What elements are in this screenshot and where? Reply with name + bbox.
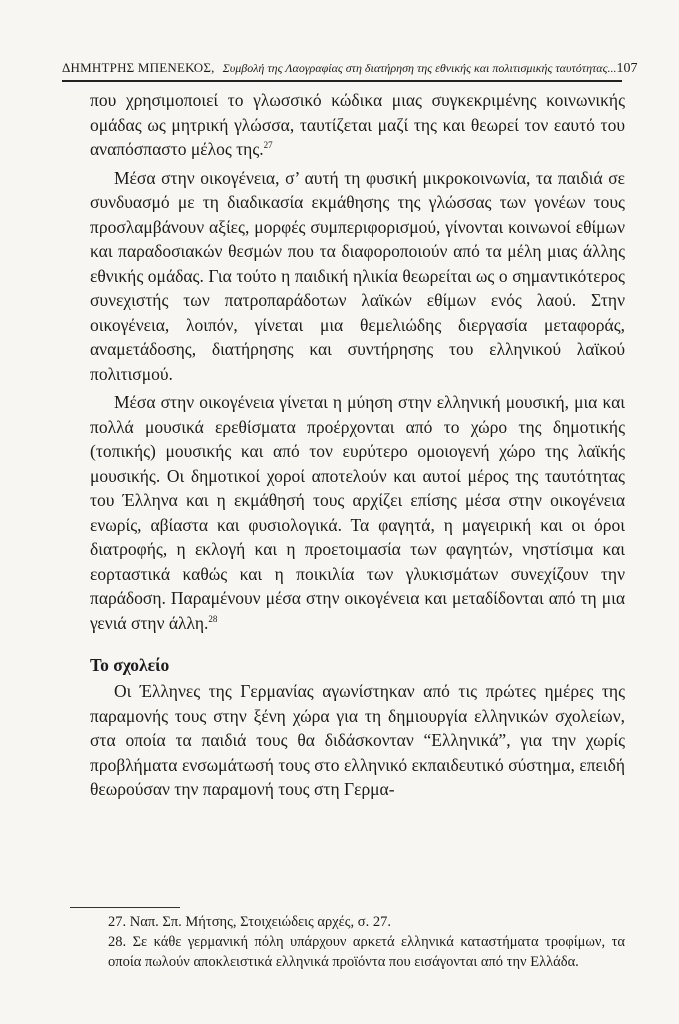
footnote-ref: 27 xyxy=(263,140,273,151)
paragraph: που χρησιμοποιεί το γλωσσικό κώδικα μιας συγκεκριμένης κοινωνικής ομάδας ως μητρική γλώσσα, ταυτίζεται μαζί της και θεωρεί τον εαυτό του αναπόσπαστο μέλος της.$^{27}$ xyxy=(90,90,625,159)
footnote-ref: 28 xyxy=(208,613,218,624)
footnote: 27. Ναπ. Σπ. Μήτσης, Στοιχειώδεις αρχές, σ. 27. xyxy=(108,914,391,930)
paragraph: Μέσα στην οικογένεια, σ’ αυτή τη φυσική μικροκοινωνία, τα παιδιά σε συνδυασμό με τη διαδικασία εκμάθησης της γλώσσας των γονέων τους προσλαμβάνουν αξίες, μορφές συμπεριφορισμού, γίνονται κοινωνοί εθίμων και παραδοσιακών θεσμών που τα διαφοροποιούν από τα μέλη μιας άλλης εθνικής ομάδας. Για τούτο η παιδική ηλικία θεωρείται ως ο σημαντικότερος συνεχιστής των πατροπαράδοτων λαϊκών εθίμων ενός λαού. Στην οικογένεια, λοιπόν, γίνεται μια θεμελιώδης διεργασία μεταφοράς, αναμετάδοσης, διατήρησης και συντήρησης του ελληνικού λαϊκού πολιτισμού. xyxy=(90,167,625,384)
section-heading: Το σχολείο xyxy=(90,655,170,675)
header-title: Συμβολή της Λαογραφίας στη διατήρηση της εθνικής και πολιτισμικής ταυτότητας... xyxy=(222,61,617,75)
paragraph: Οι Έλληνες της Γερμανίας αγωνίστηκαν από τις πρώτες ημέρες της παραμονής τους στην ξένη χώρα για τη δημιουργία ελληνικών σχολείων, στα οποία τα παιδιά τους θα διδάσκονταν “Ελληνικά”, για την χωρίς προβλήματα ενσωμάτωσή τους στο ελληνικό εκπαιδευτικό σύστημα, επειδή θεωρούσαν την παραμονή τους στη Γερμα- xyxy=(90,681,625,799)
footnotes xyxy=(108,912,625,972)
body-text xyxy=(90,88,625,806)
page-number: 107 xyxy=(616,61,638,76)
paragraph: Μέσα στην οικογένεια γίνεται η μύηση στην ελληνική μουσική, μια και πολλά μουσικά ερεθίσματα προέρχονται από το χώρο της δημοτικής (τοπικής) μουσικής και από τον ευρύτερο ομοιογενή χώρο της λαϊκής μουσικής. Οι δημοτικοί χοροί αποτελούν και αυτοί μέρος της ταυτότητας του Έλληνα και η εκμάθησή τους αρχίζει επίσης μέσα στην οικογένεια ενωρίς, αβίαστα και φυσιολογικά. Τα φαγητά, η μαγειρική και οι όροι διατροφής, η εκλογή και η προετοιμασία των φαγητών, νηστίσιμα και εορταστικά καθώς και η ποικιλία των γλυκισμάτων συνεχίζουν την παράδοση. Παραμένουν μέσα στην οικογένεια και μεταδίδονται από τη μια γενιά στην άλλη.$^{28}$ xyxy=(90,392,625,633)
header-author: ΔΗΜΗΤΡΗΣ ΜΠΕΝΕΚΟΣ, xyxy=(62,60,215,75)
footnote: 28. Σε κάθε γερμανική πόλη υπάρχουν αρκετά ελληνικά καταστήματα τροφίμων, τα οποία πωλούν αποκλειστικά ελληνικά προϊόντα που εισάγονται από την Ελλάδα. xyxy=(108,934,625,970)
header-rule xyxy=(62,80,622,82)
running-header xyxy=(62,60,638,77)
footnote-rule xyxy=(70,907,180,908)
